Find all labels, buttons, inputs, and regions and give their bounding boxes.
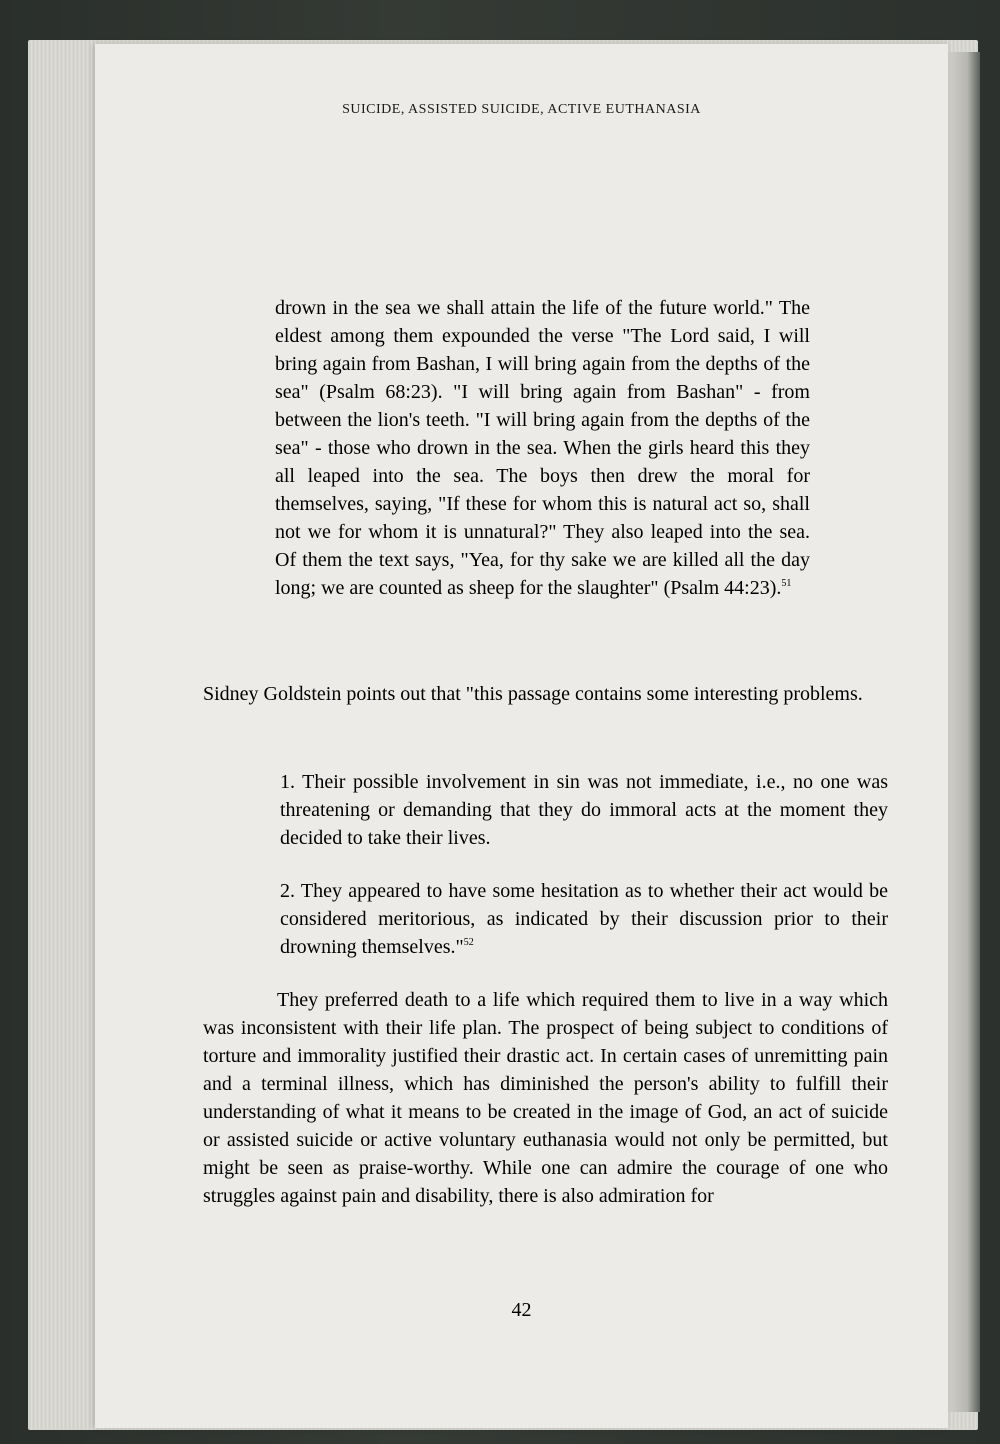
footnote-ref-51: 51 (781, 578, 792, 589)
block-quote (275, 294, 810, 602)
list-item-text: 2. They appeared to have some hesitation as to whether their act would be considered meritorious, as indicated by their discussion prior to their drowning themselves." (280, 880, 888, 958)
list-item-2 (280, 877, 888, 961)
book-right-edge (948, 52, 980, 1412)
quote-text: drown in the sea we shall attain the life of the future world." The eldest among them expounded the verse "The Lord said, I will bring again from Bashan, I will bring again from the depths of the sea" (Psalm 68:23). "I will bring again from Bashan" - from between the lion's teeth. "I will bring again from the depths of the sea" - those who drown in the sea. When the girls heard this they all leaped into the sea. The boys then drew the moral for themselves, saying, "If these for whom this is natural act so, shall not we for whom it is unnatural?" They also leaped into the sea. Of them the text says, "Yea, for thy sake we are killed all the day long; we are counted as sheep for the slaughter" (Psalm 44:23). (275, 297, 810, 599)
list-item-1 (280, 768, 888, 852)
list-item-text: 1. Their possible involvement in sin was not immediate, i.e., no one was threatening or demanding that they do immoral acts at the moment they decided to take their lives. (280, 771, 888, 849)
paragraph-body: They preferred death to a life which required them to live in a way which was inconsistent with their life plan. The prospect of being subject to conditions of torture and immorality justified their drastic act. In certain cases of unremitting pain and a terminal illness, which has diminished the person's ability to fulfill their understanding of what it means to be created in the image of God, an act of suicide or assisted suicide or active voluntary euthanasia would not only be permitted, but might be seen as praise-worthy. While one can admire the courage of one who struggles against pain and disability, there is also admiration for (203, 989, 888, 1207)
running-header: SUICIDE, ASSISTED SUICIDE, ACTIVE EUTHANASIA (342, 102, 701, 117)
paragraph-goldstein: Sidney Goldstein points out that "this passage contains some interesting problems. (203, 683, 863, 705)
footnote-ref-52: 52 (463, 937, 474, 948)
page-number: 42 (511, 1299, 532, 1321)
book-page (95, 44, 948, 1428)
